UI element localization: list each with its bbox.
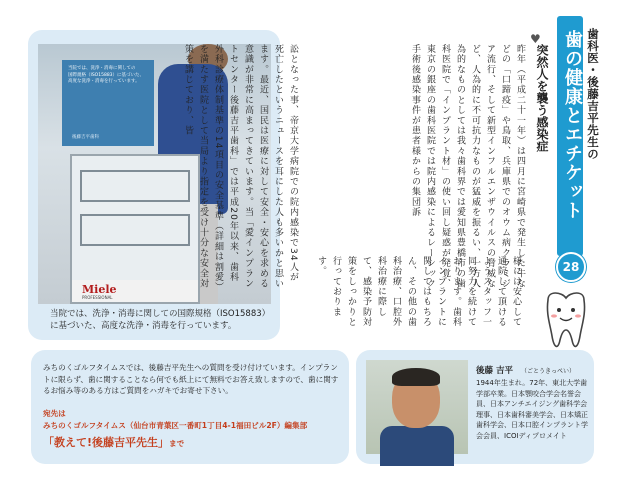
photo-caption: 当院では、洗浄・消毒に関しての国際規格（ISO15883）に基づいた、高度な洗浄・消毒を行っています。	[50, 309, 271, 331]
doctor-name-line	[476, 364, 575, 376]
doctor-portrait	[366, 360, 468, 454]
poster-line: 国際規格（ISO15883）に基づいた、	[68, 72, 145, 78]
heart-icon: ♥	[530, 32, 541, 46]
body-paragraph: 様には安心して通院して頂けるようスタッフ一同努力を続けております。歯科インプラントに関してはもちろん、その他の歯科治療、口腔外科治療に際して、感染予防対策をしっかりと行っております。	[316, 256, 521, 328]
washer-rack-upper	[80, 170, 190, 202]
doctor-profile	[356, 350, 594, 464]
doctor-name: 後藤 吉平	[476, 366, 513, 376]
issue-number-badge: 28	[556, 252, 586, 282]
body-text-column-1	[307, 44, 527, 289]
poster-footer: 後藤吉平歯科	[72, 135, 99, 140]
washer-rack-lower	[80, 214, 190, 246]
send-label: 宛先は	[43, 409, 66, 418]
poster-line: 当院では、洗浄・消毒に関しての	[68, 66, 136, 71]
send-highlight-text: 「教えて!後藤吉平先生」	[43, 436, 170, 449]
tooth-mascot-icon	[540, 290, 592, 352]
brand-plate	[72, 280, 198, 302]
doctor-name-kana: （ごとうきっぺい）	[520, 368, 575, 375]
body-paragraph: 訟となった事、帝京大学病院での院内感染で34人が死亡したというニュースを耳にした人も多いかと思います。最近、国民は医療に対して安全・安心を求める意識が非常に高まってきています。当「愛インプラントセンター後藤吉平歯科」では平成20年以来、歯科外科診療体制基準の14項目の安全基準（詳細は割愛）を満たす医院として当局より指定を受け十分な安全対策を講じており、皆	[183, 44, 298, 289]
notice-text: みちのくゴルフタイムスでは、後藤吉平先生への質問を受け付けています。インプラントに限らず、歯に関することなら何でも紙上にて無料でお答え致しますので、歯に関するお悩み等のある方はご質問をハガキでお寄せ下さい。	[43, 363, 339, 395]
series-title: 歯科医・後藤吉平先生の	[586, 28, 600, 160]
send-suffix: まで	[169, 439, 185, 448]
reader-question-notice	[31, 350, 349, 464]
send-address: みちのくゴルフタイムス（仙台市青葉区一番町1丁目4-1福田ビル2F）編集部	[43, 421, 308, 430]
body-text-column-3	[316, 256, 523, 332]
page-title: 歯の健康とエチケット	[562, 30, 583, 220]
portrait-hair	[392, 368, 440, 386]
send-highlight	[43, 434, 184, 450]
clinic-poster	[62, 60, 154, 146]
brand-sub: PROFESSIONAL	[82, 295, 113, 300]
brand-logo: Miele	[82, 283, 117, 296]
washer-disinfector	[70, 154, 200, 304]
poster-line: 高度な洗浄・消毒を行っています。	[68, 79, 140, 84]
portrait-shirt	[380, 426, 454, 466]
doctor-bio: 1944年生まれ。72年、東北大学歯学部卒業。日本顎咬合学会名誉会員、日本アンチエイジング歯科学会理事、日本歯科審美学会、日本矯正歯科学会、日本口腔インプラント学会会員、ICOIディプロメイト	[476, 379, 588, 440]
article-subtitle: 突然人を襲う感染症	[535, 44, 549, 152]
body-paragraph: 昨年（平成二十一年）は四月に宮崎県で発生した牛などの「口蹄疫」や鳥取、兵庫県でのオウム病クラミジア流行、そして新型インフルエンザウイルスの脅威など、人為的に不可抗力なものが猛威を振るい、一方人為的なものとしては我々歯科界では愛知県豊橋市の歯科医院で「インプラント材」の使い回し疑惑が発覚、東京の銀座の歯科医院では院内感染によるレーシック手術後感染事件が患者様からの集団訴	[410, 44, 525, 289]
